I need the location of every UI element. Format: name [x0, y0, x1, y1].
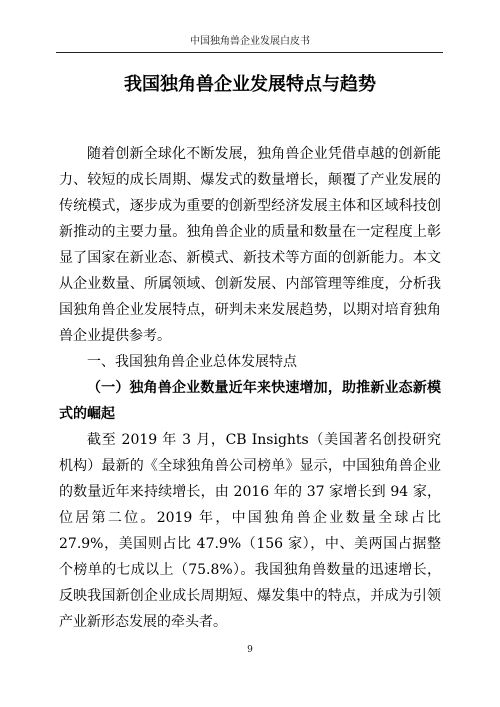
section-heading: 一、我国独角兽企业总体发展特点	[87, 354, 297, 370]
body-paragraph: 截至 2019 年 3 月，CB Insights（美国著名创投研究机构）最新的《全球独角兽公司榜单》显示，中国独角兽企业的数量近年来持续增长，由 2016 年的 37 家增长到 94 家，位居第二位。2019 年，中国独角兽企业数量全球占比 27.9%，美国则占比 47.9%（156 家），中、美两国占据整个榜单的七成以上（75.8%）。我国独角兽数量的迅速增长，反映我国新创企业成长周期短、爆发集中的特点，并成为引领产业新形态发展的牵头者。	[59, 432, 441, 630]
body-text	[59, 141, 441, 635]
page-number: 9	[247, 645, 253, 655]
header-divider	[56, 52, 443, 53]
running-header: 中国独角兽企业发展白皮书	[190, 36, 310, 47]
subsection-heading: （一）独角兽企业数量近年来快速增加，助推新业态新模式的崛起	[59, 380, 441, 422]
intro-paragraph: 随着创新全球化不断发展，独角兽企业凭借卓越的创新能力、较短的成长周期、爆发式的数量增长，颠覆了产业发展的传统模式，逐步成为重要的创新型经济发展主体和区域科技创新推动的主要力量。独角兽企业的质量和数量在一定程度上彰显了国家在新业态、新模式、新技术等方面的创新能力。本文从企业数量、所属领域、创新发展、内部管理等维度，分析我国独角兽企业发展特点，研判未来发展趋势，以期对培育独角兽企业提供参考。	[59, 146, 441, 344]
document-title: 我国独角兽企业发展特点与趋势	[124, 74, 376, 95]
